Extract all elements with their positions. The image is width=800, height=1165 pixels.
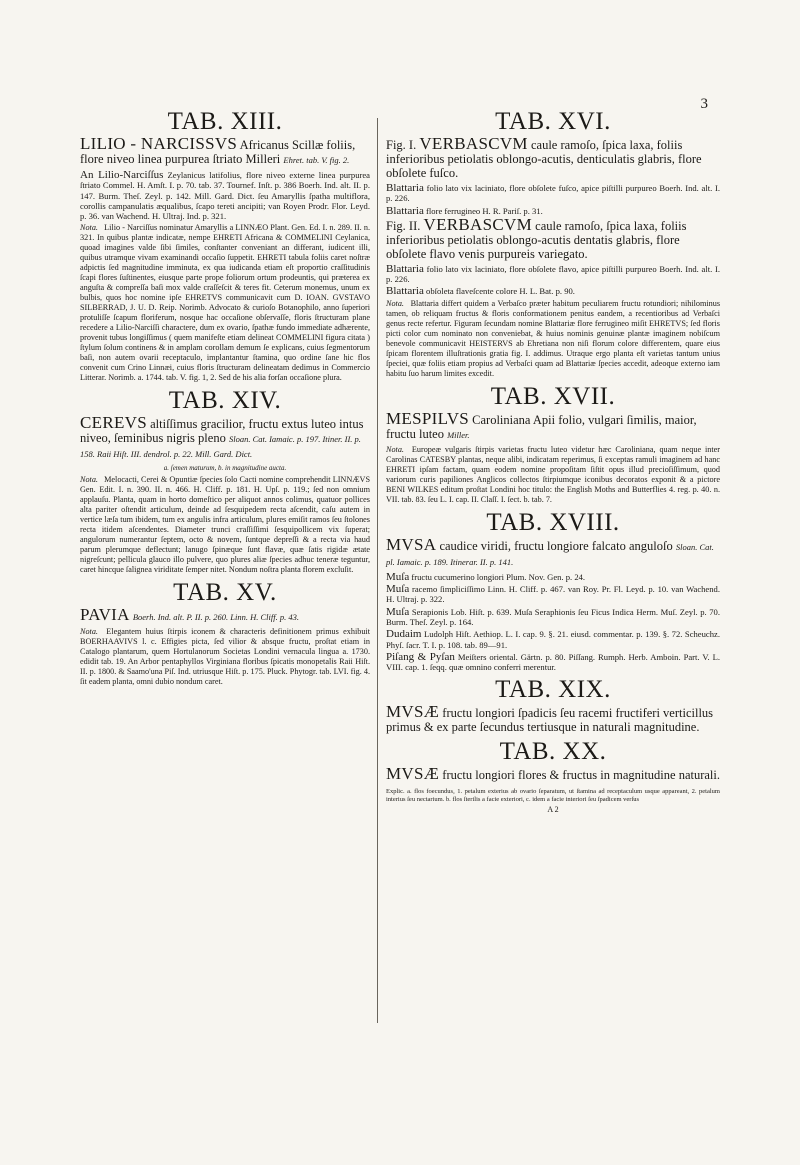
figure-label: Fig. II. (386, 218, 421, 233)
page-number: 3 (700, 96, 708, 112)
synonym-entry (386, 264, 720, 285)
nota-label: Nota. (80, 223, 98, 233)
diagnosis: altiſſimus gracilior, fructu extus luteo intus niveo, ſeminibus nigris pleno (80, 417, 364, 446)
nota-label: Nota. (386, 298, 404, 308)
reference: Boerh. Ind. alt. P. II. p. 260. Linn. H. Cliff. p. 43. (132, 612, 299, 623)
synonym-entry (386, 286, 720, 296)
right-column (386, 104, 720, 814)
entry-lead: Muſa (386, 605, 410, 618)
entry-lead: Muſa (386, 570, 410, 583)
entry-lead: Blattaria (386, 182, 424, 194)
entry-lead: Blattaria (386, 262, 424, 275)
heading-musae-xix (386, 702, 720, 735)
reference: Sloan. Cat. Iamaic. p. 197. Itiner. II. p. 158. Raii Hiſt. III. dendrol. p. 22. Mill. Gard. Dict. (80, 434, 361, 460)
entry-lead: Blattaria (386, 204, 424, 217)
diagnosis: caudice viridi, fructu longiore falcato anguloſo (439, 538, 673, 553)
genus-name: MVSA (386, 534, 437, 554)
plate-title-xiii: TAB. XIII. (167, 108, 283, 135)
plate-title-xv: TAB. XV. (173, 579, 277, 607)
genus-name: VERBASCVM (423, 214, 533, 234)
entry-text: Meiſters oriental. Gärtn. p. 80. Piſſang. Rumph. Herb. Amboin. Part. V. L. VIII. cap. 1. ſeqq. quæ omnino conferri merentur. (386, 651, 720, 673)
nota-paragraph (80, 627, 370, 687)
heading-verbascum-fig1 (386, 134, 720, 180)
nota-paragraph (80, 223, 370, 383)
entry-text: folio lato vix laciniato, flore obſolete fuſco, apice piſtilli purpureo Boerh. Ind. alt. I. p. 226. (386, 183, 720, 204)
synonym-entry (386, 652, 720, 673)
explanation-footnote: Explic. a. flos foecundus, 1. petalum exterius ab ovario ſeparatum, ut ſtamina ad receptaculum usque appareant, 2. petalum interius ſeu nectarium. b. flos ſterilis a facie exteriori, c. idem a facie interiori ſeu ſpadicem verſus (386, 788, 720, 804)
plate-title-xvii: TAB. XVII. (490, 382, 616, 410)
reference: Ehret. tab. V. fig. 2. (283, 155, 350, 165)
heading-pavia (80, 605, 370, 625)
genus-name: VERBASCVM (419, 134, 528, 153)
entry-lead: Dudaim (386, 628, 422, 641)
genus-name: LILIO - NARCISSVS (80, 134, 238, 153)
reference: Miller. (447, 429, 470, 440)
genus-name: MESPILVS (386, 408, 470, 428)
diagnosis: caule ramoſo, ſpica laxa, foliis inferioribus petiolatis oblongo-acutis dentatis glabris, flore obſolete flavo venis purpureis variegato. (386, 218, 687, 261)
column-divider (377, 118, 378, 1023)
entry-text: folio lato vix laciniato, flore obſolete flavo, apice piſtilli purpureo Boerh. Ind. alt. I. p. 226. (386, 263, 720, 285)
entry-lead: An Lilio-Narciſſus (80, 169, 164, 181)
entry-text: flore ferrugineo H. R. Pariſ. p. 31. (426, 205, 543, 216)
nota-text: Blattaria differt quidem a Verbaſco præter habitum peculiarem fructu rotundiori; nihilominus tamen, ob reliquam fructus & floris conformationem penitus eandem, a recentioribus ad Verbaſci genus recte refertur. Figuram ſecundam nomine Blattariæ flore ferrugineo miſit EHRETVS; ſed floris picti color cum nominato non conveniebat, & huius nominis genuinæ plantæ imaginem nobiſcum benevole communicavit HEISTERVS ab Ehretiana non niſi florum colore differentem, quare eius ſpicam florentem illuſtrationis gratia fig. I. addimus. Utraque ergo planta eſt varietas tantum unius ſpeciei, quæ foliis etiam propius ad Verbaſci quam ad Blattariæ ſpecies accedit, adeoque externo iam habitu ſuo harum limites excedit. (386, 298, 721, 378)
synonym-entry (80, 170, 370, 221)
entry-text: Ludolph Hiſt. Aethiop. L. I. cap. 9. §. 21. eiusd. commentar. p. 139. §. 72. Scheuchz. Phyſ. ſacr. T. I. p. 108. tab. 89—91. (386, 629, 720, 650)
synonym-entry (386, 607, 720, 628)
heading-mespilus (386, 408, 720, 442)
diagnosis: fructu longiori flores & fructus in magnitudine naturali. (442, 768, 721, 783)
nota-paragraph (386, 445, 720, 505)
nota-label: Nota. (386, 444, 404, 454)
synonym-entry (386, 183, 720, 204)
nota-text: Europeæ vulgaris ſtirpis varietas fructu luteo videtur hæc Caroliniana, quam neque inter Carolinas CATESBY plantas, neque alibi, indicatam reperimus, ſi exceptas ramuli imaginem ad hanc EHRETI ipſam factam, quam eodem nomine propoſitam ſiſtit opus illud precioſiſſimum, quod variorum curis papiliones Anglicos collectos ſtirpiumque iconibus decoratos exponit & a pictore BENI WILKES editum proſtat Londini hoc titulo: the English Moths and Butterflies 4. reg. p. 40. n. VII. tab. 83. ſeu L. I. cap. II. Claſſ. I. ſect. b. tab. 7. (386, 444, 720, 504)
heading-lilio-narcissus (80, 134, 370, 167)
heading-verbascum-fig2 (386, 214, 720, 261)
nota-text: Lilio - Narciſſus nominatur Amaryllis a LINNÆO Plant. Gen. Ed. I. n. 289. II. n. 321. In quibus plantæ indicatæ, nempe EHRETI Africana & COMMELINI Ceylanica, quoad imagines valde ſibi ſimiles, conſtanter conveniant an differant, iudicent illi, quibus utramque vivam examinandi occaſio ſuppetit. EHRETI tabula foliis caret noſtræ adpictis ſed magnitudine imminuta, ex qua iudicanda etiam eſt proportio craſſitudinis ſcapi flores ſuſtinentes, eiusque parte prope foliorum ortum prodeuntis, qui præterea ex anguſta & compreſſa baſi mox valde craſſeſcit & teres fit. Ceterum monemus, unum ex bulbis, quos hoc nomine ipſe EHRETVS communicavit cum D. IOAN. GVSTAVO SILBERRAD, J. U. D. Reip. Norimb. Advocato & curioſo Botanophilo, anno ſuperiori protuliſſe ſcapum floriferum, nosque hac occaſione obſervaſſe, floris ſtructuram plane recedere a Lilio-Narciſſi charactere, dum ex ovario, ſpathæ fundo immediate adhærente, provenit tubus longiſſimus ( quem manifeſte etiam delineat COMMELINI figura citata ) ſtylum ſolum continens & in amplam corollam demum ſe explicans, cuius ſegmentorum baſi, non autem ovarii receptaculo, implantantur ſtamina, quo ordine ſane hic flos convenit cum Crino Linnæi, cuius floris ſtructuram delineatam dedimus in Commercio Litterar. Norimb. a. 1744. tab. V. fig. 1, 2. Sed de his alia forſan occaſione plura. (80, 223, 371, 383)
diagnosis: caule ramoſo, ſpica laxa, foliis inferioribus petiolatis oblongo-acutis, denticulatis glabris, flore obſolete fuſco. (386, 138, 702, 180)
diagnosis: Africanus Scillæ foliis, flore niveo linea purpurea ſtriato Milleri (80, 138, 356, 166)
heading-cereus (80, 413, 370, 461)
plate-title-xx: TAB. XX. (499, 738, 607, 766)
signature-mark: A 2 (547, 805, 559, 815)
heading-musa (386, 534, 720, 569)
genus-name: CEREVS (80, 413, 147, 433)
plate-title-xvi: TAB. XVI. (495, 108, 611, 135)
diagnosis: Caroliniana Apii folio, vulgari ſimilis, maior, fructu luteo (386, 412, 697, 441)
nota-label: Nota. (80, 627, 98, 637)
plate-title-xviii: TAB. XVIII. (486, 508, 620, 536)
synonym-entry (386, 629, 720, 650)
genus-name: MVSÆ (386, 702, 440, 722)
genus-name: MVSÆ (386, 764, 440, 784)
diagnosis: fructu longiori ſpadicis ſeu racemi fructiferi verticillus primus & ex parte ſecundus tertiusque in naturali magnitudine. (386, 706, 714, 735)
reference: Sloan. Cat. pl. Iamaic. p. 189. Itinerar. II. p. 141. (386, 541, 714, 567)
left-column (80, 104, 370, 690)
nota-label: Nota. (80, 475, 98, 485)
synonym-entry (386, 572, 720, 582)
entry-text: Serapionis Lob. Hiſt. p. 639. Muſa Seraphionis ſeu Ficus Indica Herm. Muſ. Zeyl. p. 70. Burm. Theſ. Zeyl. p. 164. (386, 606, 720, 627)
entry-lead: Piſang & Pyſan (386, 650, 455, 663)
entry-text: Zeylanicus latifolius, flore niveo externe linea purpurea ſtriato Commel. H. Amſt. I. p. 70. tab. 37. Tournef. Inſt. p. 386 Boerh. Ind. alt. II. p. 147. Burm. Theſ. Zeyl. p. 142. Mill. Gard. Dict. ſeu Amaryllis ſpatha multiflora, corollis campanulatis æqualibus, ſcapo tereti ancipiti; van Royen Prodr. Flor. Leyd. p. 36. van Wachend. H. Ultraj. Ind. p. 321. (80, 170, 370, 222)
entry-lead: Blattaria (386, 285, 424, 298)
synonym-entry (386, 584, 720, 605)
entry-text: obſoletа flaveſcente colore H. L. Bat. p. 90. (426, 286, 575, 297)
genus-name: PAVIA (80, 605, 130, 625)
nota-paragraph (80, 475, 370, 575)
nota-text: Melocacti, Cerei & Opuntiæ ſpecies ſolo Cacti nomine comprehendit LINNÆVS Gen. Edit. I. n. 390. II. n. 466. H. Cliff. p. 181. H. Upſ. p. 119.; ſed non omnium applauſu. Planta, quam in horto domeſtico per aliquot annos colimus, quatuor pollices alta pariter oſtendit articulum, deinde ad ſesquipedem recta aſcendit, caſu autem in vertice læſa tum ibidem, tum ex angulis infra articulum, plures emiſit ramos ſeu ſtolones recta itidem aſcendentes. Diameter trunci craſſiſſimi ſesquipollicem vix ſuperat; angulorum numerantur ſeptem, octo & novem, ſuntque depreſſi & a recta via haud parum plerumque deflectunt; lanugo ſpinæque ſunt flavæ, quæ ſatis rigidæ ætate nigreſcunt; pellicula glauco illo pulvere, quo plures aliæ ſpecies adhuc teneræ teguntur, caret hincque ſaligneа viriditate ſemper nitet. Nondum noſtra planta florem excluſit. (80, 475, 370, 575)
heading-musae-xx (386, 764, 721, 784)
entry-lead: Muſa (386, 583, 410, 596)
entry-text: racemo ſimpliciſſimo Linn. H. Cliff. p. 467. van Roy. Pr. Fl. Leyd. p. 10. van Wachend. H. Ultraj. p. 322. (386, 584, 720, 605)
figure-note: a. ſemen maturum, b. in magnitudine aucta. (163, 464, 287, 473)
nota-paragraph (386, 299, 720, 379)
figure-label: Fig. I. (386, 138, 417, 152)
entry-text: fructu cucumerino longiori Plum. Nov. Gen. p. 24. (411, 571, 586, 582)
nota-text: Elegantem huius ſtirpis iconem & characteris definitionem primus exhibuit BOERHAAVIVS l. c. Effigies picta, ſed vilior & absque fructu, proſtat etiam in Catalogo plantarum, quem Hortulanorum Societas Londini vernacula lingua a. 1730. edidit tab. 19. An Arbor pentaphyllos Virginiana floribus ſpicatis monopetalis Raii Hiſt. II. p. 1800. & Saamo'una Piſ. Ind. utriusque Hiſt. p. 175. Pluck. Phytogr. tab. LVI. fig. 4. ſit eadem planta, omni dubio nondum caret. (80, 627, 370, 687)
plate-title-xiv: TAB. XIV. (168, 387, 282, 415)
plate-title-xix: TAB. XIX. (495, 676, 611, 704)
